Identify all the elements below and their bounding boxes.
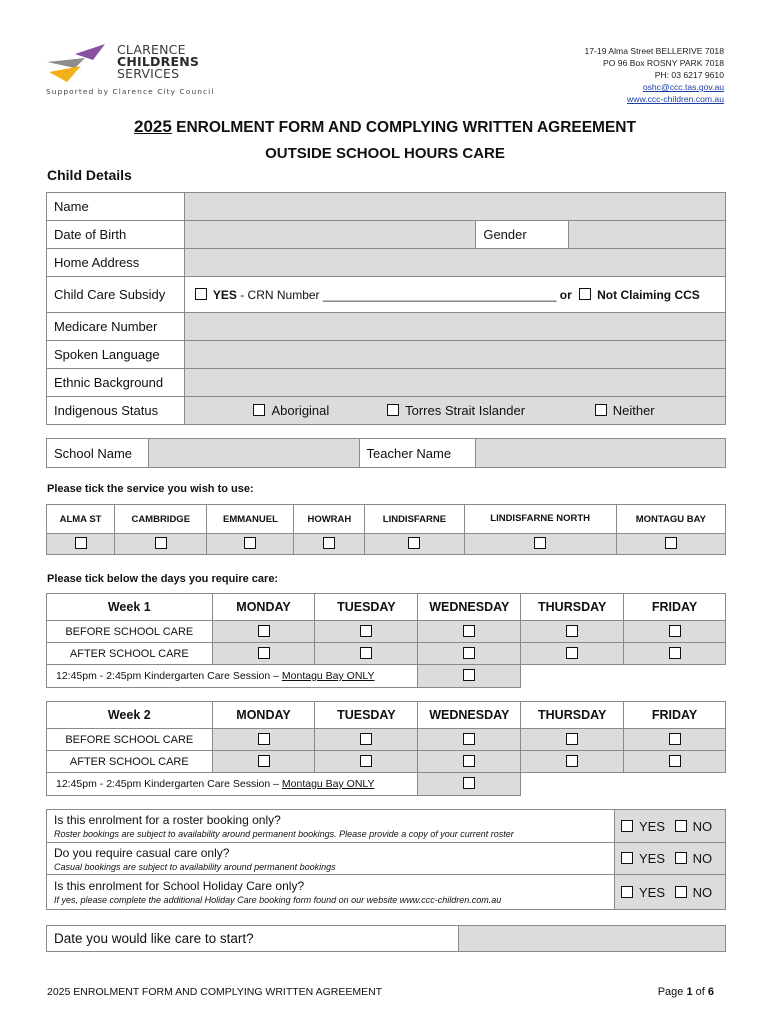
w1-asc-thu-checkbox[interactable]	[566, 647, 578, 659]
day-cell	[418, 751, 521, 773]
service-montagu-bay: MONTAGU BAY	[616, 505, 725, 534]
w2-bsc-fri-checkbox[interactable]	[669, 733, 681, 745]
page-subtitle: OUTSIDE SCHOOL HOURS CARE	[265, 145, 505, 162]
roster-question: Is this enrolment for a roster booking only? Roster bookings are subject to availability around permanent bookings. Please provide a copy of your current roster	[47, 810, 615, 843]
questions-table	[46, 809, 726, 910]
w2-bsc-tue-checkbox[interactable]	[360, 733, 372, 745]
services-table	[46, 504, 726, 555]
day-cell	[315, 643, 418, 665]
teacher-label: Teacher Name	[359, 439, 476, 468]
aboriginal-checkbox[interactable]	[253, 404, 265, 416]
w2-bsc-wed-checkbox[interactable]	[463, 733, 475, 745]
day-cell	[418, 665, 521, 688]
day-cell	[212, 643, 315, 665]
day-thursday: THURSDAY	[521, 702, 624, 729]
page-title	[0, 117, 770, 137]
week1-table	[46, 593, 726, 688]
service-cell	[207, 534, 294, 555]
service-cell	[115, 534, 207, 555]
day-wednesday: WEDNESDAY	[418, 702, 521, 729]
cambridge-checkbox[interactable]	[155, 537, 167, 549]
website-link[interactable]: www.ccc-children.com.au	[627, 94, 724, 104]
service-cell	[616, 534, 725, 555]
school-table	[46, 438, 726, 468]
start-date-label: Date you would like care to start?	[47, 926, 459, 952]
start-date-table	[46, 925, 726, 952]
w2-asc-mon-checkbox[interactable]	[258, 755, 270, 767]
after-school-label: AFTER SCHOOL CARE	[47, 751, 213, 773]
service-howrah: HOWRAH	[294, 505, 365, 534]
day-cell	[418, 773, 521, 796]
language-field[interactable]	[184, 341, 725, 369]
holiday-question: Is this enrolment for School Holiday Care only? If yes, please complete the additional Holiday Care booking form found on our website www.ccc-children.com.au	[47, 875, 615, 910]
day-cell	[212, 751, 315, 773]
medicare-label: Medicare Number	[47, 313, 185, 341]
howrah-checkbox[interactable]	[323, 537, 335, 549]
day-cell	[521, 621, 624, 643]
service-alma-st: ALMA ST	[47, 505, 115, 534]
service-emmanuel: EMMANUEL	[207, 505, 294, 534]
after-school-label: AFTER SCHOOL CARE	[47, 643, 213, 665]
kinder-session-label: 12:45pm - 2:45pm Kindergarten Care Session – Montagu Bay ONLY	[47, 773, 418, 796]
day-friday: FRIDAY	[624, 594, 726, 621]
ccs-yes-checkbox[interactable]	[195, 288, 207, 300]
lindisfarne-checkbox[interactable]	[408, 537, 420, 549]
day-friday: FRIDAY	[624, 702, 726, 729]
medicare-field[interactable]	[184, 313, 725, 341]
w2-asc-wed-checkbox[interactable]	[463, 755, 475, 767]
ethnic-label: Ethnic Background	[47, 369, 185, 397]
page-number: Page 1 of 6	[657, 986, 714, 998]
torres-strait-checkbox[interactable]	[387, 404, 399, 416]
day-cell	[315, 621, 418, 643]
w2-bsc-mon-checkbox[interactable]	[258, 733, 270, 745]
day-cell	[521, 643, 624, 665]
w2-kinder-wed-checkbox[interactable]	[463, 777, 475, 789]
start-date-field[interactable]	[459, 926, 726, 952]
roster-no-checkbox[interactable]	[675, 820, 687, 832]
address-label: Home Address	[47, 249, 185, 277]
w1-asc-mon-checkbox[interactable]	[258, 647, 270, 659]
alma-st-checkbox[interactable]	[75, 537, 87, 549]
day-cell	[624, 643, 726, 665]
day-cell	[624, 621, 726, 643]
address-street: 17-19 Alma Street BELLERIVE 7018	[584, 46, 724, 56]
ccs-not-claiming-checkbox[interactable]	[579, 288, 591, 300]
indigenous-field: Aboriginal Torres Strait Islander Neither	[184, 397, 725, 425]
emmanuel-checkbox[interactable]	[244, 537, 256, 549]
logo-mark-icon	[45, 42, 115, 84]
ccs-label: Child Care Subsidy	[47, 277, 185, 313]
day-thursday: THURSDAY	[521, 594, 624, 621]
service-cell	[294, 534, 365, 555]
casual-no-checkbox[interactable]	[675, 852, 687, 864]
footer-title: 2025 ENROLMENT FORM AND COMPLYING WRITTEN AGREEMENT	[47, 986, 383, 998]
school-field[interactable]	[148, 439, 359, 468]
days-heading: Please tick below the days you require care:	[47, 573, 279, 585]
address-phone: PH: 03 6217 9610	[654, 70, 724, 80]
title-line1: ENROLMENT FORM AND COMPLYING WRITTEN AGREEMENT	[171, 119, 636, 136]
title-year: 2025	[134, 117, 172, 136]
day-monday: MONDAY	[212, 594, 315, 621]
kinder-session-label: 12:45pm - 2:45pm Kindergarten Care Session – Montagu Bay ONLY	[47, 665, 418, 688]
holiday-yes-checkbox[interactable]	[621, 886, 633, 898]
day-cell	[212, 729, 315, 751]
roster-yes-checkbox[interactable]	[621, 820, 633, 832]
before-school-label: BEFORE SCHOOL CARE	[47, 729, 213, 751]
day-wednesday: WEDNESDAY	[418, 594, 521, 621]
service-cell	[47, 534, 115, 555]
w2-bsc-thu-checkbox[interactable]	[566, 733, 578, 745]
logo-name: CLARENCE CHILDRENS SERVICES	[117, 42, 200, 81]
day-cell	[315, 751, 418, 773]
school-label: School Name	[47, 439, 149, 468]
w2-asc-tue-checkbox[interactable]	[360, 755, 372, 767]
day-cell	[418, 729, 521, 751]
day-tuesday: TUESDAY	[315, 594, 418, 621]
email-link[interactable]: oshc@ccc.tas.gov.au	[642, 82, 724, 92]
gender-label: Gender	[476, 221, 569, 249]
service-cell	[365, 534, 464, 555]
before-school-label: BEFORE SCHOOL CARE	[47, 621, 213, 643]
blank-cell	[521, 665, 726, 688]
montagu-bay-checkbox[interactable]	[665, 537, 677, 549]
name-field[interactable]	[184, 193, 725, 221]
address-block	[585, 45, 725, 105]
child-details-table	[46, 192, 726, 425]
w1-bsc-tue-checkbox[interactable]	[360, 625, 372, 637]
child-details-heading: Child Details	[47, 167, 132, 183]
w1-asc-tue-checkbox[interactable]	[360, 647, 372, 659]
week2-table	[46, 701, 726, 796]
name-label: Name	[47, 193, 185, 221]
language-label: Spoken Language	[47, 341, 185, 369]
lindisfarne-north-checkbox[interactable]	[534, 537, 546, 549]
day-cell	[624, 751, 726, 773]
day-cell	[521, 729, 624, 751]
casual-question: Do you require casual care only? Casual bookings are subject to availability around permanent bookings	[47, 843, 615, 875]
w1-kinder-wed-checkbox[interactable]	[463, 669, 475, 681]
gender-field[interactable]	[569, 221, 726, 249]
service-cambridge: CAMBRIDGE	[115, 505, 207, 534]
w1-bsc-wed-checkbox[interactable]	[463, 625, 475, 637]
ccs-field: YES - CRN Number ___________________________________ or Not Claiming CCS	[184, 277, 725, 313]
address-field[interactable]	[184, 249, 725, 277]
service-lindisfarne: LINDISFARNE	[365, 505, 464, 534]
day-monday: MONDAY	[212, 702, 315, 729]
w1-bsc-fri-checkbox[interactable]	[669, 625, 681, 637]
w2-asc-fri-checkbox[interactable]	[669, 755, 681, 767]
week1-label: Week 1	[47, 594, 213, 621]
services-heading: Please tick the service you wish to use:	[47, 483, 254, 495]
w1-bsc-thu-checkbox[interactable]	[566, 625, 578, 637]
logo-tagline: Supported by Clarence City Council	[46, 87, 215, 96]
ethnic-field[interactable]	[184, 369, 725, 397]
dob-label: Date of Birth	[47, 221, 185, 249]
day-cell	[624, 729, 726, 751]
roster-yes-no: YES NO	[615, 810, 726, 843]
service-lindisfarne-north: LINDISFARNE NORTH	[464, 505, 616, 534]
day-cell	[418, 621, 521, 643]
teacher-field[interactable]	[476, 439, 726, 468]
w1-asc-fri-checkbox[interactable]	[669, 647, 681, 659]
service-cell	[464, 534, 616, 555]
blank-cell	[521, 773, 726, 796]
neither-checkbox[interactable]	[595, 404, 607, 416]
indigenous-label: Indigenous Status	[47, 397, 185, 425]
day-cell	[212, 621, 315, 643]
w1-asc-wed-checkbox[interactable]	[463, 647, 475, 659]
casual-yes-no: YES NO	[615, 843, 726, 875]
day-cell	[521, 751, 624, 773]
dob-field[interactable]	[184, 221, 475, 249]
casual-yes-checkbox[interactable]	[621, 852, 633, 864]
w1-bsc-mon-checkbox[interactable]	[258, 625, 270, 637]
w2-asc-thu-checkbox[interactable]	[566, 755, 578, 767]
day-tuesday: TUESDAY	[315, 702, 418, 729]
day-cell	[315, 729, 418, 751]
address-po: PO 96 Box ROSNY PARK 7018	[602, 58, 724, 68]
week2-label: Week 2	[47, 702, 213, 729]
holiday-yes-no: YES NO	[615, 875, 726, 910]
day-cell	[418, 643, 521, 665]
holiday-no-checkbox[interactable]	[675, 886, 687, 898]
